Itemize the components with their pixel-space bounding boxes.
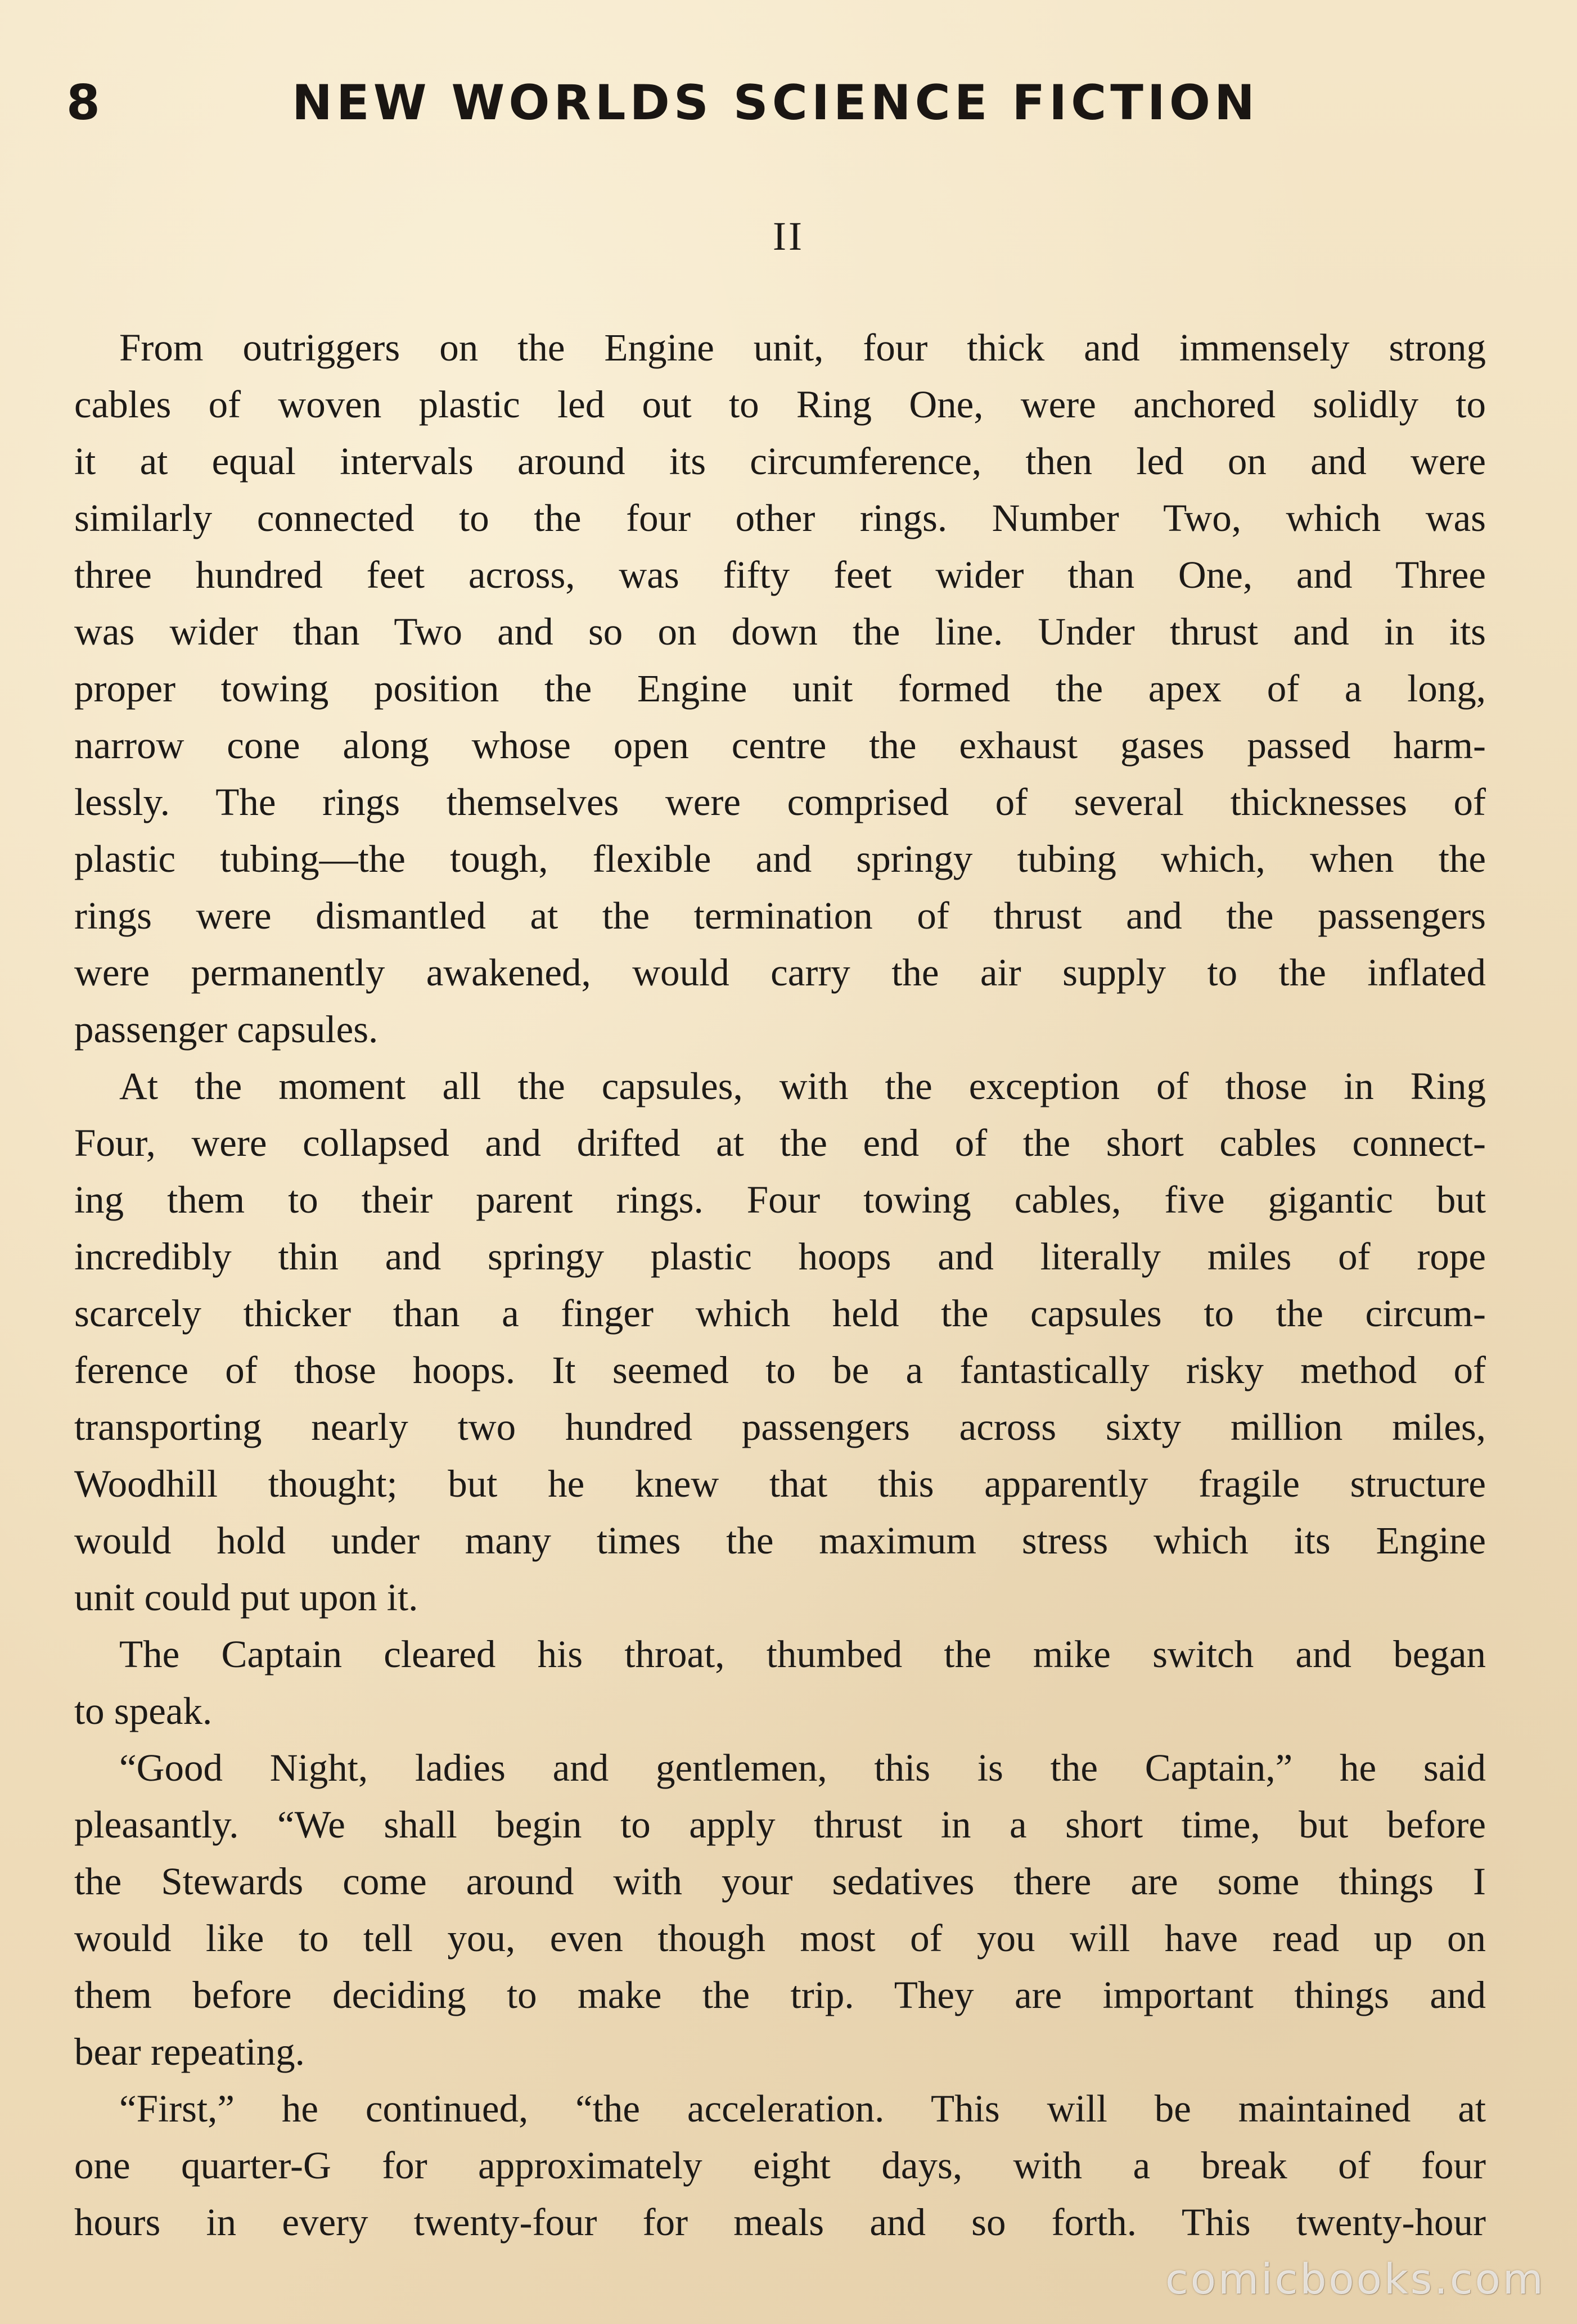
- text-line: would hold under many times the maximum stress which its Engine: [74, 1519, 1486, 1562]
- text-line: passenger capsules.: [74, 1008, 379, 1051]
- text-line: the Stewards come around with your sedatives there are some things I: [74, 1860, 1486, 1903]
- text-line: one quarter-G for approximately eight days, with a break of four: [74, 2144, 1486, 2187]
- text-line: Woodhill thought; but he knew that this apparently fragile structure: [74, 1462, 1486, 1505]
- text-line: proper towing position the Engine unit formed the apex of a long,: [74, 667, 1486, 710]
- text-line: pleasantly. “We shall begin to apply thrust in a short time, but before: [74, 1803, 1486, 1846]
- text-line: it at equal intervals around its circumference, then led on and were: [74, 440, 1486, 483]
- text-line: From outriggers on the Engine unit, four thick and immensely strong: [119, 326, 1486, 369]
- paragraph-1: [74, 319, 1486, 1058]
- text-line: them before deciding to make the trip. They are important things and: [74, 1974, 1486, 2016]
- text-line: plastic tubing—the tough, flexible and springy tubing which, when the: [74, 837, 1486, 880]
- text-line: unit could put upon it.: [74, 1576, 418, 1619]
- paragraph-4: [74, 1740, 1486, 2080]
- text-line: ference of those hoops. It seemed to be a fantastically risky method of: [74, 1349, 1486, 1391]
- text-line: transporting nearly two hundred passengers across sixty million miles,: [74, 1406, 1486, 1448]
- text-line: cables of woven plastic led out to Ring One, were anchored solidly to: [74, 383, 1486, 426]
- text-line: would like to tell you, even though most of you will have read up on: [74, 1917, 1486, 1960]
- text-line: “Good Night, ladies and gentlemen, this is the Captain,” he said: [119, 1746, 1486, 1789]
- body-text: [74, 319, 1486, 2251]
- section-numeral: II: [773, 214, 804, 259]
- paragraph-5: [74, 2080, 1486, 2251]
- text-line: narrow cone along whose open centre the exhaust gases passed harm-: [74, 724, 1486, 767]
- text-line: was wider than Two and so on down the line. Under thrust and in its: [74, 610, 1486, 653]
- text-line: Four, were collapsed and drifted at the end of the short cables connect-: [74, 1122, 1486, 1164]
- text-line: incredibly thin and springy plastic hoops and literally miles of rope: [74, 1235, 1486, 1278]
- running-head: [66, 66, 1259, 139]
- text-line: bear repeating.: [74, 2030, 305, 2073]
- paragraph-2: [74, 1058, 1486, 1626]
- text-line: rings were dismantled at the termination of thrust and the passengers: [74, 894, 1486, 937]
- page-number: 8: [66, 75, 104, 131]
- text-line: to speak.: [74, 1690, 213, 1732]
- text-line: “First,” he continued, “the acceleration. This will be maintained at: [119, 2087, 1486, 2130]
- text-line: scarcely thicker than a finger which held the capsules to the circum-: [74, 1292, 1486, 1335]
- text-line: lessly. The rings themselves were comprised of several thicknesses of: [74, 781, 1486, 823]
- text-line: similarly connected to the four other rings. Number Two, which was: [74, 497, 1486, 539]
- text-line: hours in every twenty-four for meals and so forth. This twenty-hour: [74, 2201, 1486, 2244]
- text-line: At the moment all the capsules, with the exception of those in Ring: [119, 1065, 1486, 1107]
- paragraph-3: [74, 1626, 1486, 1740]
- source-watermark: comicbooks.com: [1165, 2255, 1546, 2304]
- magazine-title: NEW WORLDS SCIENCE FICTION: [292, 75, 1259, 131]
- text-line: ing them to their parent rings. Four towing cables, five gigantic but: [74, 1178, 1486, 1221]
- text-line: The Captain cleared his throat, thumbed the mike switch and began: [119, 1633, 1486, 1676]
- text-line: were permanently awakened, would carry the air supply to the inflated: [74, 951, 1486, 994]
- text-line: three hundred feet across, was fifty feet wider than One, and Three: [74, 553, 1486, 596]
